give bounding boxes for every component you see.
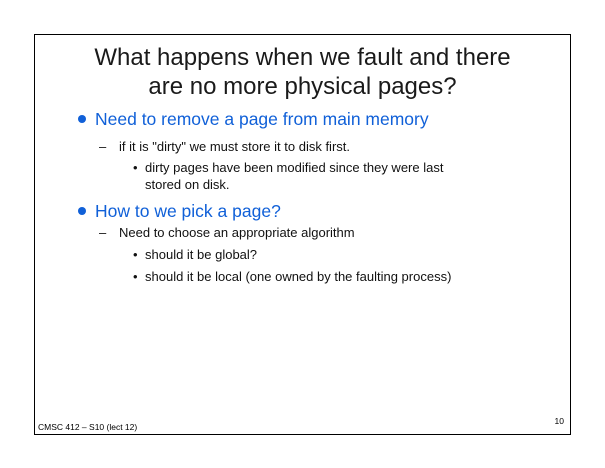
sub-sub-bullet-2-text: should it be global? <box>145 247 258 262</box>
sub-bullet-1 <box>99 139 350 154</box>
sub-bullet-2-text: Need to choose an appropriate algorithm <box>119 225 355 240</box>
title-line-1: What happens when we fault and there <box>94 44 511 71</box>
bullet-1 <box>95 109 429 130</box>
sub-bullet-2 <box>99 225 355 240</box>
sub-sub-bullet-3-text: should it be local (one owned by the faulting process) <box>145 269 452 284</box>
sub-sub-bullet-2 <box>133 246 258 263</box>
slide-title <box>35 43 570 101</box>
dash-icon: – <box>99 225 107 240</box>
page-number: 10 <box>554 416 564 426</box>
sub-sub-bullet-1 <box>133 159 444 193</box>
bullet-dot-small-icon: • <box>133 160 138 175</box>
bullet-1-text: Need to remove a page from main memory <box>95 109 429 129</box>
bullet-2-text: How to we pick a page? <box>95 201 281 221</box>
sub-sub-bullet-1-line-1: dirty pages have been modified since they were last <box>145 160 444 175</box>
slide-frame <box>34 34 571 435</box>
sub-sub-bullet-1-line-2: stored on disk. <box>145 177 230 192</box>
sub-bullet-1-text: if it is "dirty" we must store it to disk first. <box>119 139 350 154</box>
sub-sub-bullet-3 <box>133 268 452 285</box>
dash-icon: – <box>99 139 107 154</box>
bullet-dot-icon <box>78 115 86 123</box>
bullet-dot-small-icon: • <box>133 269 138 284</box>
slide-footer: CMSC 412 – S10 (lect 12) <box>38 422 138 432</box>
bullet-dot-icon <box>78 207 86 215</box>
bullet-2 <box>95 201 281 222</box>
title-line-2: are no more physical pages? <box>148 73 457 100</box>
bullet-dot-small-icon: • <box>133 247 138 262</box>
